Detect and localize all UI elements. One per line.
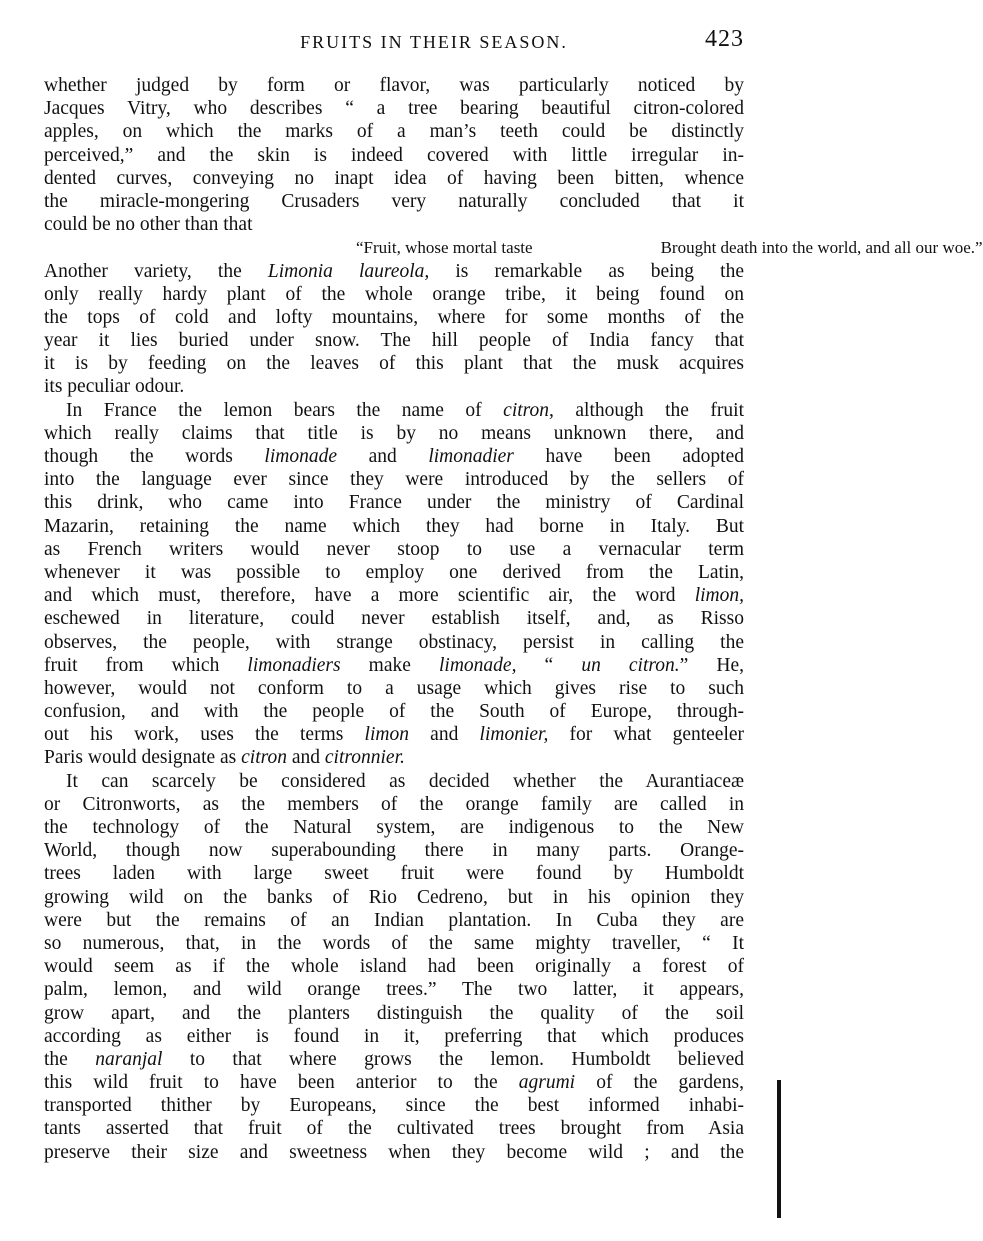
text-line xyxy=(44,283,744,306)
text-line xyxy=(44,932,744,955)
italic-term: naranjal xyxy=(95,1048,163,1070)
text-line xyxy=(44,97,744,120)
text-segment: the tops of cold and lofty mountains, where for some months of the xyxy=(44,306,744,328)
text-line xyxy=(44,329,744,352)
page-edge-mark xyxy=(777,1080,781,1218)
text-segment: to that where grows the lemon. Humboldt believed xyxy=(162,1048,744,1070)
text-segment: It can scarcely be considered as decided whether the Aurantiaceæ xyxy=(66,770,744,792)
text-segment: In France the lemon bears the name of xyxy=(66,399,504,421)
text-segment: of the gardens, xyxy=(575,1072,745,1094)
italic-term: citron, xyxy=(503,399,554,421)
text-segment: the technology of the Natural system, are indigenous to the New xyxy=(44,817,744,839)
text-line xyxy=(44,74,744,97)
text-segment: its peculiar odour. xyxy=(44,376,185,398)
italic-term: un citron. xyxy=(581,654,680,676)
text-line xyxy=(44,1141,744,1164)
text-line xyxy=(44,144,744,167)
italic-term: limonier, xyxy=(479,724,549,746)
text-segment: for what genteeler xyxy=(548,724,745,746)
italic-term: limon xyxy=(364,724,409,746)
text-line xyxy=(44,631,744,654)
text-line xyxy=(44,770,744,793)
text-line xyxy=(44,607,744,630)
text-line xyxy=(44,375,744,398)
page-number: 423 xyxy=(705,26,744,52)
text-segment: dented curves, conveying no inapt idea of having been bitten, whence xyxy=(44,167,744,189)
text-segment: out his work, uses the terms xyxy=(44,724,365,746)
text-line xyxy=(44,700,744,723)
text-line xyxy=(44,422,744,445)
italic-term: limonade xyxy=(264,446,337,468)
text-line xyxy=(44,677,744,700)
text-segment: were but the remains of an Indian plantation. In Cuba they are xyxy=(44,909,744,931)
text-segment: so numerous, that, in the words of the same mighty traveller, “ It xyxy=(44,932,744,954)
text-line xyxy=(44,120,744,143)
text-line xyxy=(44,1071,744,1094)
text-line xyxy=(44,654,744,677)
italic-term: limonade, xyxy=(439,654,517,676)
text-line xyxy=(44,723,744,746)
text-line xyxy=(44,816,744,839)
text-line xyxy=(44,909,744,932)
text-line xyxy=(44,839,744,862)
text-line xyxy=(44,862,744,885)
text-segment: would seem as if the whole island had been originally a forest of xyxy=(44,956,744,978)
text-segment: fruit from which xyxy=(44,654,248,676)
text-segment: although the fruit xyxy=(553,399,744,421)
text-segment: observes, the people, with strange obstinacy, persist in calling the xyxy=(44,631,744,653)
text-segment: “ xyxy=(516,654,582,676)
text-segment: only really hardy plant of the whole orange tribe, it being found on xyxy=(44,283,744,305)
body-text xyxy=(44,74,983,1164)
text-segment: though the words xyxy=(44,446,265,468)
text-line xyxy=(44,352,744,375)
text-segment: could be no other than that xyxy=(44,214,253,236)
text-line xyxy=(44,1002,744,1025)
text-segment: palm, lemon, and wild orange trees.” The two latter, it appears, xyxy=(44,979,744,1001)
text-line xyxy=(44,190,744,213)
text-segment: confusion, and with the people of the South of Europe, through- xyxy=(44,701,744,723)
text-segment: Another variety, the xyxy=(44,260,268,282)
text-segment: however, would not conform to a usage which gives rise to such xyxy=(44,677,744,699)
text-line xyxy=(44,886,744,909)
text-line xyxy=(44,584,744,607)
text-line xyxy=(44,491,744,514)
text-segment: growing wild on the banks of Rio Cedreno, but in his opinion they xyxy=(44,886,744,908)
text-line xyxy=(44,260,744,283)
text-segment: trees laden with large sweet fruit were found by Humboldt xyxy=(44,863,744,885)
italic-term: Limonia laureola, xyxy=(267,260,430,282)
text-segment: transported thither by Europeans, since the best informed inhabi- xyxy=(44,1095,744,1117)
text-segment: this wild fruit to have been anterior to the xyxy=(44,1072,519,1094)
text-segment: year it lies buried under snow. The hill people of India fancy that xyxy=(44,330,744,352)
text-segment: make xyxy=(340,654,440,676)
text-segment: preserve their size and sweetness when they become wild ; and the xyxy=(44,1141,744,1163)
text-line xyxy=(44,167,744,190)
text-segment: and xyxy=(336,446,429,468)
text-segment: the miracle-mongering Crusaders very naturally concluded that it xyxy=(44,190,744,212)
text-segment: and xyxy=(408,724,480,746)
text-segment: ” He, xyxy=(679,654,744,676)
text-segment: Jacques Vitry, who describes “ a tree bearing beautiful citron-colored xyxy=(44,98,744,120)
text-segment: and xyxy=(287,747,325,769)
text-segment: and which must, therefore, have a more scientific air, the word xyxy=(44,585,695,607)
text-segment: into the language ever since they were introduced by the sellers of xyxy=(44,469,744,491)
text-segment: tants asserted that fruit of the cultivated trees brought from Asia xyxy=(44,1118,744,1140)
text-segment: grow apart, and the planters distinguish the quality of the soil xyxy=(44,1002,744,1024)
text-segment: eschewed in literature, could never establish itself, and, as Risso xyxy=(44,608,744,630)
quote-line xyxy=(44,238,533,257)
text-segment: according as either is found in it, preferring that which produces xyxy=(44,1025,744,1047)
text-line xyxy=(44,468,744,491)
text-line xyxy=(44,1094,744,1117)
italic-term: citron xyxy=(241,747,287,769)
text-segment: perceived,” and the skin is indeed covered with little irregular in- xyxy=(44,144,744,166)
italic-term: limonadiers xyxy=(247,654,341,676)
text-segment: apples, on which the marks of a man’s teeth could be distinctly xyxy=(44,121,744,143)
text-line xyxy=(44,213,744,236)
text-line xyxy=(44,399,744,422)
text-segment: Brought death into the world, and all our woe.” xyxy=(660,238,983,258)
text-segment: as French writers would never stoop to use a vernacular term xyxy=(44,538,744,560)
text-line xyxy=(44,955,744,978)
text-segment: Mazarin, retaining the name which they had borne in Italy. But xyxy=(44,515,744,537)
text-segment: Paris would designate as xyxy=(44,747,242,769)
text-line xyxy=(44,1025,744,1048)
text-line xyxy=(44,515,744,538)
text-line xyxy=(44,746,744,769)
italic-term: agrumi xyxy=(518,1072,576,1094)
text-line xyxy=(44,445,744,468)
text-line xyxy=(44,978,744,1001)
running-title: FRUITS IN THEIR SEASON. xyxy=(300,32,568,52)
text-segment: it is by feeding on the leaves of this plant that the musk acquires xyxy=(44,353,744,375)
italic-term: citronnier. xyxy=(324,747,405,769)
italic-term: limon, xyxy=(694,585,744,607)
text-segment: have been adopted xyxy=(513,446,745,468)
text-line xyxy=(44,1048,744,1071)
text-segment: which really claims that title is by no means unknown there, and xyxy=(44,422,744,444)
text-segment: World, though now superabounding there in many parts. Orange- xyxy=(44,840,744,862)
text-line xyxy=(44,793,744,816)
text-segment: whether judged by form or flavor, was particularly noticed by xyxy=(44,75,744,96)
text-line xyxy=(44,1117,744,1140)
text-segment: or Citronworts, as the members of the orange family are called in xyxy=(44,793,744,815)
page-header xyxy=(44,26,744,56)
text-segment: this drink, who came into France under the ministry of Cardinal xyxy=(44,492,744,514)
quote-line xyxy=(533,238,983,257)
text-segment: whenever it was possible to employ one derived from the Latin, xyxy=(44,561,744,583)
text-line xyxy=(44,538,744,561)
text-segment: the xyxy=(44,1048,96,1070)
text-line xyxy=(44,561,744,584)
text-segment: is remarkable as being the xyxy=(429,260,744,282)
text-segment: “Fruit, whose mortal taste xyxy=(356,238,533,258)
text-line xyxy=(44,306,744,329)
italic-term: limonadier xyxy=(428,446,514,468)
